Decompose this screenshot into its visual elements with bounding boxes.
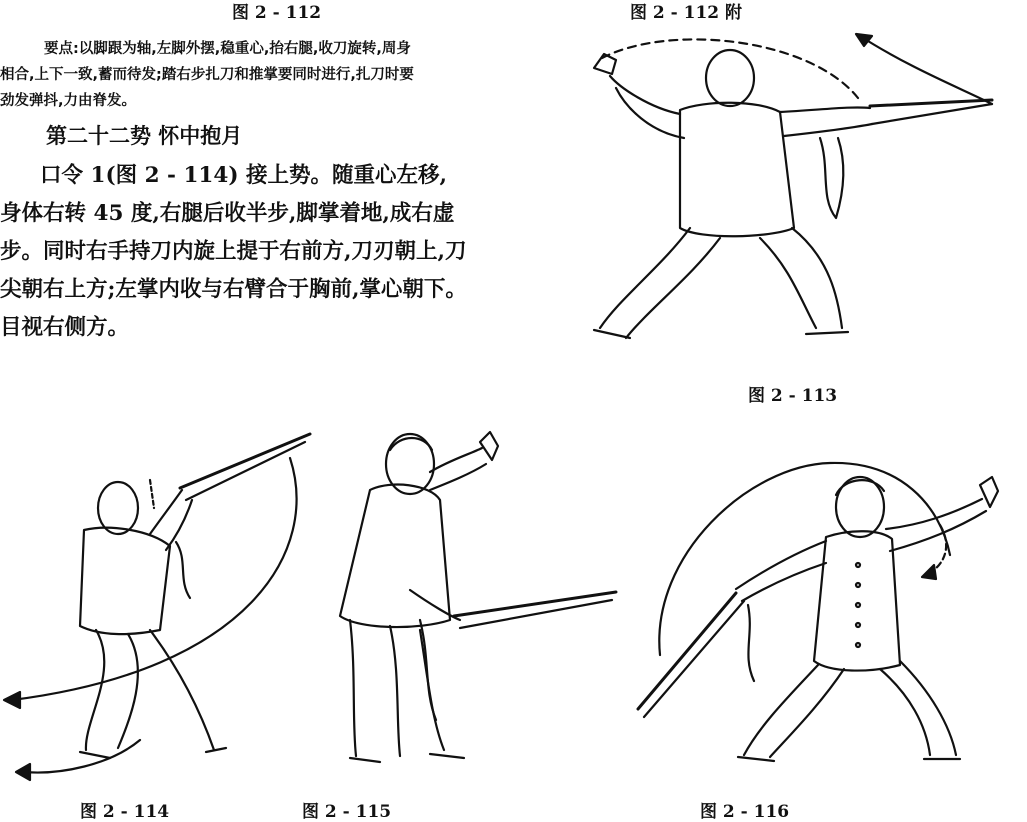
figure-caption-2-114: 图 2 - 114 — [80, 802, 170, 822]
figure-caption-2-112-attached: 图 2 - 112 附 — [630, 3, 743, 23]
body-line: 身体右转 45 度,右腿后收半步,脚掌着地,成右虚 — [0, 201, 455, 226]
section-heading: 第二十二势 怀中抱月 — [46, 124, 243, 148]
illustration-figure-2-114 — [0, 430, 305, 790]
figure-caption-2-113: 图 2 - 113 — [748, 386, 838, 406]
key-points-line: 相合,上下一致,蓄而待发;踏右步扎刀和推掌要同时进行,扎刀时要 — [0, 67, 414, 83]
body-line: 尖朝右上方;左掌内收与右臂合于胸前,掌心朝下。 — [0, 277, 467, 302]
illustration-figure-2-113 — [580, 28, 1020, 358]
key-points-line: 劲发弹抖,力由脊发。 — [0, 93, 137, 109]
body-line: 目视右侧方。 — [0, 315, 130, 340]
illustration-figure-2-115 — [320, 420, 630, 780]
figure-caption-2-112: 图 2 - 112 — [232, 3, 322, 23]
illustration-figure-2-116 — [630, 455, 1020, 775]
figure-caption-2-116: 图 2 - 116 — [700, 802, 790, 822]
body-line: 口令 1(图 2 - 114) 接上势。随重心左移, — [40, 163, 447, 188]
key-points-line: 要点:以脚跟为轴,左脚外摆,稳重心,抬右腿,收刀旋转,周身 — [44, 41, 411, 57]
body-line: 步。同时右手持刀内旋上提于右前方,刀刃朝上,刀 — [0, 239, 467, 264]
section-body — [0, 158, 570, 358]
figure-caption-2-115: 图 2 - 115 — [302, 802, 392, 822]
